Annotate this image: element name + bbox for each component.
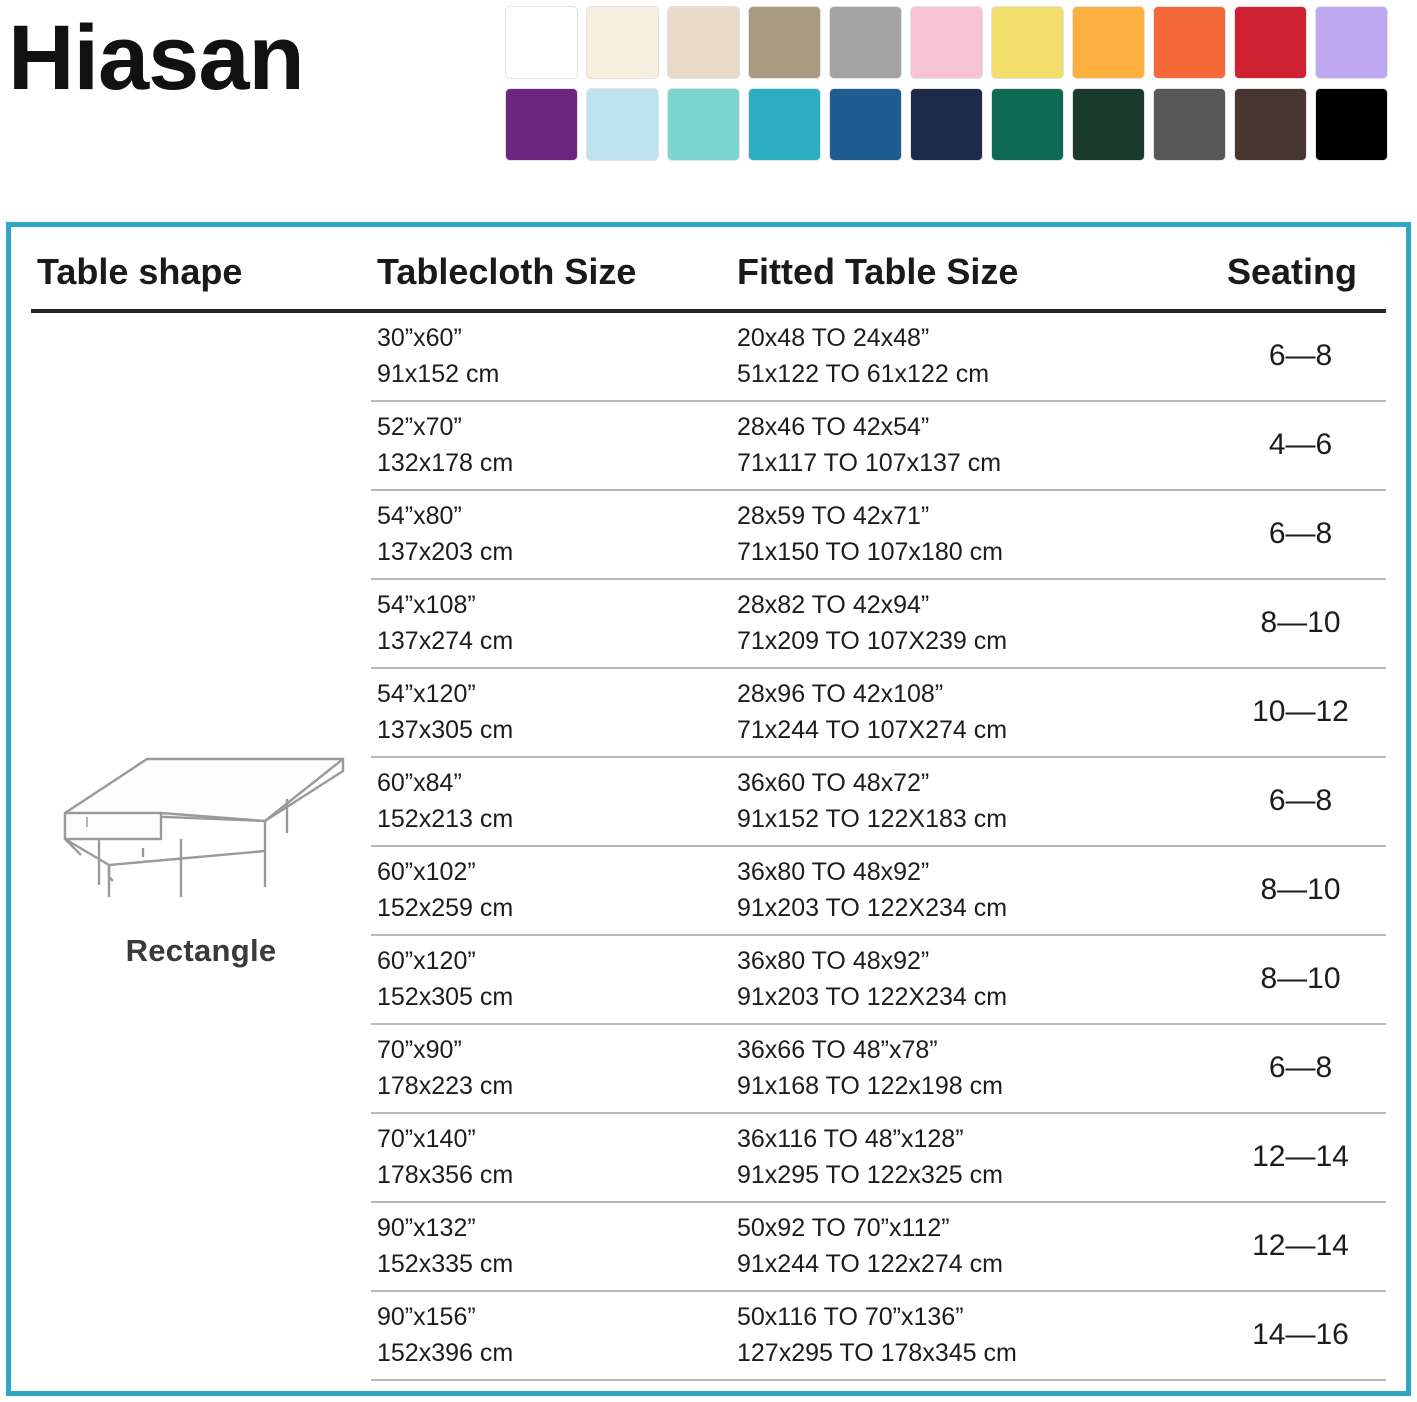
tablecloth-size-inches: 52”x70” (377, 413, 462, 441)
column-header-seating: Seating (1221, 247, 1386, 311)
fitted-size-cm: 91x152 TO 122X183 cm (737, 804, 1008, 833)
tablecloth-size-cell (371, 1291, 731, 1380)
color-swatch-gold[interactable] (1072, 6, 1145, 79)
tablecloth-size-inches: 90”x156” (377, 1303, 476, 1331)
fitted-size-inches: 28x59 TO 42x71” (737, 502, 930, 530)
fitted-size-inches: 36x116 TO 48”x128” (737, 1125, 964, 1153)
seating-cell: 8—10 (1221, 935, 1386, 1024)
fitted-size-inches: 20x48 TO 24x48” (737, 324, 930, 352)
fitted-size-cm: 127x295 TO 178x345 cm (737, 1338, 1017, 1367)
tablecloth-size-inches: 54”x108” (377, 591, 476, 619)
fitted-size-cm: 71x117 TO 107x137 cm (737, 448, 1002, 477)
table-row (31, 311, 1386, 401)
fitted-size-cm: 91x203 TO 122X234 cm (737, 982, 1008, 1011)
seating-cell: 4—6 (1221, 401, 1386, 490)
tablecloth-size-cm: 152x396 cm (377, 1338, 514, 1367)
tablecloth-size-cm: 152x305 cm (377, 982, 514, 1011)
fitted-size-inches: 50x92 TO 70”x112” (737, 1214, 950, 1242)
tablecloth-size-inches: 54”x80” (377, 502, 462, 530)
fitted-table-size-cell (731, 757, 1221, 846)
tablecloth-size-cm: 152x213 cm (377, 804, 514, 833)
fitted-size-cm: 71x150 TO 107x180 cm (737, 537, 1003, 566)
tablecloth-size-cm: 178x223 cm (377, 1071, 514, 1100)
tablecloth-size-cell (371, 1024, 731, 1113)
fitted-table-size-cell (731, 490, 1221, 579)
seating-cell: 8—10 (1221, 846, 1386, 935)
color-swatch-teal[interactable] (748, 88, 821, 161)
fitted-size-cm: 91x203 TO 122X234 cm (737, 893, 1008, 922)
fitted-table-size-cell (731, 579, 1221, 668)
color-swatch-lavender[interactable] (1315, 6, 1388, 79)
tablecloth-size-cm: 137x203 cm (377, 537, 514, 566)
seating-cell: 14—16 (1221, 1291, 1386, 1380)
fitted-size-inches: 50x116 TO 70”x136” (737, 1303, 964, 1331)
tablecloth-size-cm: 152x259 cm (377, 893, 514, 922)
tablecloth-size-cell (371, 490, 731, 579)
fitted-size-inches: 28x96 TO 42x108” (737, 680, 944, 708)
fitted-table-size-cell (731, 1113, 1221, 1202)
tablecloth-size-inches: 60”x120” (377, 947, 476, 975)
fitted-table-size-cell (731, 935, 1221, 1024)
color-swatch-emerald[interactable] (991, 88, 1064, 161)
seating-cell: 6—8 (1221, 757, 1386, 846)
fitted-table-size-cell (731, 401, 1221, 490)
fitted-size-inches: 36x66 TO 48”x78” (737, 1036, 938, 1064)
color-swatch-red[interactable] (1234, 6, 1307, 79)
tablecloth-size-cm: 91x152 cm (377, 359, 500, 388)
fitted-size-cm: 91x168 TO 122x198 cm (737, 1071, 1003, 1100)
seating-cell: 12—14 (1221, 1202, 1386, 1291)
color-swatch-denim-blue[interactable] (829, 88, 902, 161)
fitted-size-inches: 36x60 TO 48x72” (737, 769, 930, 797)
tablecloth-size-cell (371, 935, 731, 1024)
table-shape-cell (31, 311, 371, 1380)
fitted-size-inches: 28x82 TO 42x94” (737, 591, 930, 619)
fitted-size-inches: 28x46 TO 42x54” (737, 413, 930, 441)
color-swatch-light-yellow[interactable] (991, 6, 1064, 79)
tablecloth-size-cell (371, 846, 731, 935)
tablecloth-size-inches: 60”x102” (377, 858, 476, 886)
tablecloth-size-inches: 70”x90” (377, 1036, 462, 1064)
page-header (0, 0, 1417, 180)
color-swatch-beige[interactable] (667, 6, 740, 79)
seating-cell: 12—14 (1221, 1113, 1386, 1202)
swatch-row-1 (505, 6, 1405, 79)
size-chart-table-wrap (31, 247, 1386, 1377)
tablecloth-size-cm: 137x274 cm (377, 626, 514, 655)
swatch-row-2 (505, 88, 1405, 161)
color-swatch-purple[interactable] (505, 88, 578, 161)
size-chart-frame (6, 222, 1411, 1396)
seating-cell: 10—12 (1221, 668, 1386, 757)
tablecloth-size-inches: 70”x140” (377, 1125, 476, 1153)
size-chart-table (31, 247, 1386, 1381)
tablecloth-size-inches: 60”x84” (377, 769, 462, 797)
color-swatch-ivory[interactable] (586, 6, 659, 79)
fitted-size-cm: 91x244 TO 122x274 cm (737, 1249, 1003, 1278)
fitted-table-size-cell (731, 1291, 1221, 1380)
color-swatch-light-blue[interactable] (586, 88, 659, 161)
color-swatch-dark-green[interactable] (1072, 88, 1145, 161)
table-header-row (31, 247, 1386, 311)
fitted-size-inches: 36x80 TO 48x92” (737, 858, 930, 886)
column-header-tablecloth-size: Tablecloth Size (371, 247, 731, 311)
color-swatch-pink[interactable] (910, 6, 983, 79)
tablecloth-size-inches: 54”x120” (377, 680, 476, 708)
tablecloth-size-cm: 152x335 cm (377, 1249, 514, 1278)
color-swatch-aqua[interactable] (667, 88, 740, 161)
fitted-table-size-cell (731, 1024, 1221, 1113)
seating-cell: 6—8 (1221, 1024, 1386, 1113)
shape-label: Rectangle (125, 933, 277, 969)
color-swatch-palette (505, 6, 1405, 170)
tablecloth-size-cm: 132x178 cm (377, 448, 514, 477)
brand-logo: Hiasan (8, 7, 304, 109)
color-swatch-orange[interactable] (1153, 6, 1226, 79)
column-header-fitted-table-size: Fitted Table Size (731, 247, 1221, 311)
tablecloth-size-cm: 178x356 cm (377, 1160, 514, 1189)
column-header-table-shape: Table shape (31, 247, 371, 311)
color-swatch-navy[interactable] (910, 88, 983, 161)
fitted-table-size-cell (731, 311, 1221, 401)
tablecloth-size-cell (371, 401, 731, 490)
fitted-size-inches: 36x80 TO 48x92” (737, 947, 930, 975)
seating-cell: 8—10 (1221, 579, 1386, 668)
tablecloth-size-cell (371, 579, 731, 668)
tablecloth-size-inches: 30”x60” (377, 324, 462, 352)
fitted-table-size-cell (731, 1202, 1221, 1291)
tablecloth-size-cm: 137x305 cm (377, 715, 514, 744)
color-swatch-dark-brown[interactable] (1234, 88, 1307, 161)
seating-cell: 6—8 (1221, 490, 1386, 579)
tablecloth-size-cell (371, 1113, 731, 1202)
color-swatch-black[interactable] (1315, 88, 1388, 161)
color-swatch-white[interactable] (505, 6, 578, 79)
color-swatch-charcoal-grey[interactable] (1153, 88, 1226, 161)
fitted-table-size-cell (731, 846, 1221, 935)
tablecloth-size-cell (371, 668, 731, 757)
fitted-table-size-cell (731, 668, 1221, 757)
fitted-size-cm: 71x244 TO 107X274 cm (737, 715, 1008, 744)
tablecloth-size-cell (371, 1202, 731, 1291)
tablecloth-size-cell (371, 311, 731, 401)
color-swatch-taupe[interactable] (748, 6, 821, 79)
color-swatch-grey[interactable] (829, 6, 902, 79)
seating-cell: 6—8 (1221, 311, 1386, 401)
fitted-size-cm: 71x209 TO 107X239 cm (737, 626, 1008, 655)
fitted-size-cm: 91x295 TO 122x325 cm (737, 1160, 1003, 1189)
rectangle-table-icon (51, 747, 351, 917)
tablecloth-size-cell (371, 757, 731, 846)
tablecloth-size-inches: 90”x132” (377, 1214, 476, 1242)
fitted-size-cm: 51x122 TO 61x122 cm (737, 359, 990, 388)
